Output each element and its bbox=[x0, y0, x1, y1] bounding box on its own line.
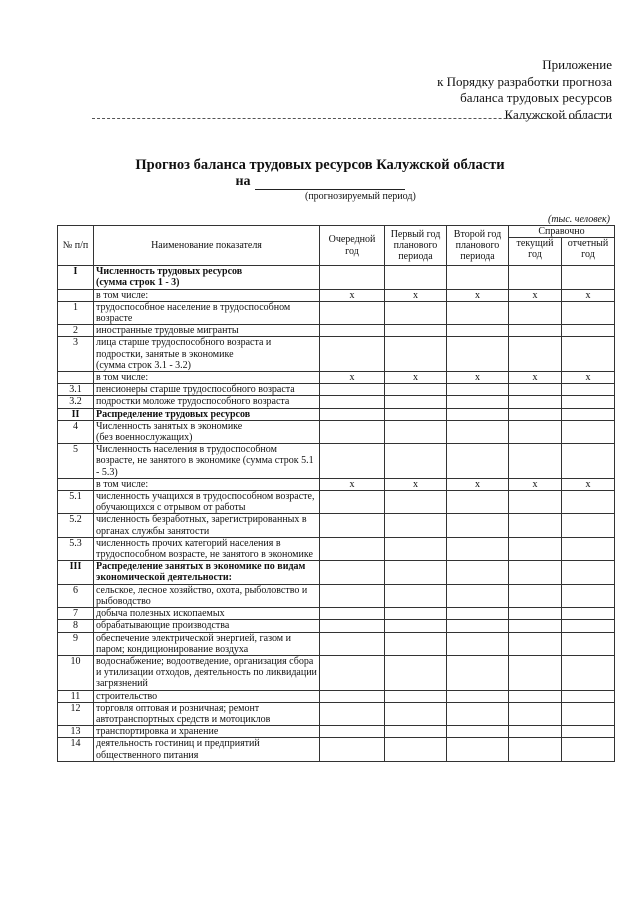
row-value-cell bbox=[509, 384, 562, 396]
row-value-cell bbox=[562, 690, 615, 702]
table-row bbox=[58, 738, 615, 761]
row-value-cell bbox=[320, 325, 385, 337]
row-number: 4 bbox=[58, 420, 94, 443]
row-value-cell bbox=[320, 420, 385, 443]
header-second-plan-year: Второй год планового периода bbox=[447, 226, 509, 266]
row-number: 9 bbox=[58, 632, 94, 655]
row-value-cell bbox=[509, 690, 562, 702]
row-number bbox=[58, 478, 94, 490]
table-row bbox=[58, 632, 615, 655]
row-indicator-name: Численность трудовых ресурсов (сумма строк 1 - 3) bbox=[94, 266, 320, 289]
row-value-cell bbox=[562, 266, 615, 289]
row-number: 14 bbox=[58, 738, 94, 761]
table-row bbox=[58, 726, 615, 738]
row-value-cell bbox=[562, 408, 615, 420]
table-row bbox=[58, 620, 615, 632]
header-report-year: отчетный год bbox=[562, 238, 615, 266]
row-value-cell bbox=[385, 266, 447, 289]
table-row bbox=[58, 420, 615, 443]
row-value-cell bbox=[447, 420, 509, 443]
row-value-cell: х bbox=[447, 478, 509, 490]
row-number: 5 bbox=[58, 444, 94, 479]
row-value-cell bbox=[385, 444, 447, 479]
row-value-cell bbox=[385, 738, 447, 761]
row-value-cell bbox=[385, 396, 447, 408]
row-value-cell bbox=[320, 396, 385, 408]
row-value-cell bbox=[509, 561, 562, 584]
row-value-cell: х bbox=[562, 478, 615, 490]
row-value-cell bbox=[447, 690, 509, 702]
row-value-cell bbox=[447, 702, 509, 725]
table-row bbox=[58, 372, 615, 384]
row-value-cell bbox=[447, 337, 509, 372]
header-current-year: текущий год bbox=[509, 238, 562, 266]
row-value-cell: х bbox=[509, 372, 562, 384]
row-value-cell bbox=[320, 702, 385, 725]
row-value-cell bbox=[562, 608, 615, 620]
row-indicator-name: в том числе: bbox=[94, 478, 320, 490]
appendix-divider bbox=[92, 118, 612, 119]
row-indicator-name: строительство bbox=[94, 690, 320, 702]
row-value-cell bbox=[385, 420, 447, 443]
row-number: I bbox=[58, 266, 94, 289]
table-row bbox=[58, 584, 615, 607]
row-value-cell bbox=[447, 384, 509, 396]
appendix-line-4: Калужской области bbox=[504, 106, 612, 122]
table-row bbox=[58, 337, 615, 372]
row-value-cell bbox=[562, 396, 615, 408]
table-row bbox=[58, 289, 615, 301]
row-value-cell bbox=[509, 396, 562, 408]
row-number: III bbox=[58, 561, 94, 584]
row-number: 8 bbox=[58, 620, 94, 632]
row-value-cell bbox=[385, 337, 447, 372]
period-line bbox=[0, 174, 640, 190]
row-value-cell bbox=[562, 738, 615, 761]
row-value-cell bbox=[447, 325, 509, 337]
row-value-cell: х bbox=[447, 289, 509, 301]
row-number: 7 bbox=[58, 608, 94, 620]
row-indicator-name: лица старше трудоспособного возраста и подростки, занятые в экономике (сумма строк 3.1 - 3.2) bbox=[94, 337, 320, 372]
table-body bbox=[58, 266, 615, 762]
row-value-cell bbox=[320, 655, 385, 690]
row-indicator-name: Численность занятых в экономике (без военнослужащих) bbox=[94, 420, 320, 443]
row-value-cell bbox=[447, 655, 509, 690]
table-row bbox=[58, 478, 615, 490]
row-value-cell bbox=[562, 620, 615, 632]
header-name: Наименование показателя bbox=[94, 226, 320, 266]
row-value-cell bbox=[509, 491, 562, 514]
row-value-cell bbox=[447, 632, 509, 655]
row-value-cell bbox=[320, 608, 385, 620]
table-row bbox=[58, 396, 615, 408]
row-number: II bbox=[58, 408, 94, 420]
row-number: 1 bbox=[58, 301, 94, 324]
row-value-cell bbox=[562, 632, 615, 655]
row-value-cell bbox=[509, 325, 562, 337]
row-value-cell bbox=[385, 702, 447, 725]
row-value-cell bbox=[385, 408, 447, 420]
row-value-cell bbox=[509, 266, 562, 289]
row-value-cell bbox=[447, 408, 509, 420]
row-number bbox=[58, 372, 94, 384]
row-value-cell bbox=[509, 584, 562, 607]
table-row bbox=[58, 537, 615, 560]
table-row bbox=[58, 444, 615, 479]
row-value-cell bbox=[447, 620, 509, 632]
balance-table bbox=[57, 225, 615, 762]
row-value-cell bbox=[320, 384, 385, 396]
row-number: 2 bbox=[58, 325, 94, 337]
table-row bbox=[58, 690, 615, 702]
row-value-cell: х bbox=[385, 289, 447, 301]
row-value-cell bbox=[509, 726, 562, 738]
row-value-cell bbox=[320, 444, 385, 479]
row-value-cell bbox=[509, 444, 562, 479]
row-value-cell bbox=[562, 337, 615, 372]
row-indicator-name: подростки моложе трудоспособного возраста bbox=[94, 396, 320, 408]
row-value-cell bbox=[509, 620, 562, 632]
row-indicator-name: Распределение занятых в экономике по видам экономической деятельности: bbox=[94, 561, 320, 584]
row-value-cell bbox=[385, 632, 447, 655]
row-value-cell: х bbox=[320, 372, 385, 384]
row-value-cell bbox=[385, 301, 447, 324]
row-number: 12 bbox=[58, 702, 94, 725]
row-value-cell bbox=[385, 491, 447, 514]
row-value-cell bbox=[320, 690, 385, 702]
row-value-cell bbox=[385, 690, 447, 702]
row-value-cell bbox=[320, 620, 385, 632]
row-number: 5.3 bbox=[58, 537, 94, 560]
row-value-cell bbox=[562, 384, 615, 396]
row-number bbox=[58, 289, 94, 301]
row-value-cell bbox=[562, 702, 615, 725]
row-indicator-name: иностранные трудовые мигранты bbox=[94, 325, 320, 337]
row-indicator-name: в том числе: bbox=[94, 289, 320, 301]
table-row bbox=[58, 491, 615, 514]
row-value-cell bbox=[385, 384, 447, 396]
row-value-cell bbox=[320, 301, 385, 324]
row-value-cell bbox=[385, 655, 447, 690]
row-value-cell bbox=[320, 514, 385, 537]
row-value-cell bbox=[509, 608, 562, 620]
row-value-cell bbox=[320, 408, 385, 420]
row-indicator-name: водоснабжение; водоотведение, организация сбора и утилизации отходов, деятельность по ликвидации загрязнений bbox=[94, 655, 320, 690]
row-indicator-name: деятельность гостиниц и предприятий общественного питания bbox=[94, 738, 320, 761]
row-value-cell: х bbox=[447, 372, 509, 384]
row-value-cell bbox=[320, 632, 385, 655]
row-value-cell bbox=[447, 726, 509, 738]
row-indicator-name: транспортировка и хранение bbox=[94, 726, 320, 738]
row-value-cell bbox=[447, 514, 509, 537]
table-row bbox=[58, 301, 615, 324]
row-indicator-name: численность безработных, зарегистрированных в органах службы занятости bbox=[94, 514, 320, 537]
header-reference: Справочно bbox=[509, 226, 615, 238]
row-value-cell bbox=[447, 584, 509, 607]
row-indicator-name: сельское, лесное хозяйство, охота, рыболовство и рыбоводство bbox=[94, 584, 320, 607]
row-value-cell: х bbox=[320, 478, 385, 490]
row-value-cell bbox=[385, 608, 447, 620]
row-value-cell bbox=[447, 608, 509, 620]
row-value-cell bbox=[562, 726, 615, 738]
row-number: 13 bbox=[58, 726, 94, 738]
period-note: (прогнозируемый период) bbox=[305, 191, 416, 202]
row-value-cell: х bbox=[385, 372, 447, 384]
appendix-block bbox=[437, 57, 612, 123]
row-value-cell bbox=[509, 514, 562, 537]
row-value-cell bbox=[509, 420, 562, 443]
row-value-cell bbox=[562, 655, 615, 690]
row-value-cell bbox=[509, 655, 562, 690]
row-value-cell bbox=[447, 561, 509, 584]
row-indicator-name: численность прочих категорий населения в трудоспособном возрасте, не занятого в экономике bbox=[94, 537, 320, 560]
period-blank bbox=[255, 175, 405, 190]
table-row bbox=[58, 702, 615, 725]
row-value-cell: х bbox=[562, 289, 615, 301]
row-indicator-name: добыча полезных ископаемых bbox=[94, 608, 320, 620]
row-value-cell bbox=[385, 537, 447, 560]
appendix-line-3: баланса трудовых ресурсов bbox=[460, 90, 612, 105]
row-value-cell bbox=[320, 491, 385, 514]
row-value-cell bbox=[320, 561, 385, 584]
row-value-cell bbox=[562, 325, 615, 337]
row-value-cell bbox=[509, 408, 562, 420]
row-value-cell bbox=[509, 537, 562, 560]
row-value-cell bbox=[562, 537, 615, 560]
row-value-cell bbox=[385, 620, 447, 632]
row-value-cell bbox=[509, 702, 562, 725]
row-value-cell bbox=[509, 337, 562, 372]
row-value-cell bbox=[320, 726, 385, 738]
table-row bbox=[58, 266, 615, 289]
row-number: 5.1 bbox=[58, 491, 94, 514]
row-value-cell bbox=[320, 337, 385, 372]
document-title: Прогноз баланса трудовых ресурсов Калужской области bbox=[135, 157, 505, 173]
row-indicator-name: обрабатывающие производства bbox=[94, 620, 320, 632]
row-value-cell bbox=[320, 584, 385, 607]
row-value-cell bbox=[509, 301, 562, 324]
row-indicator-name: обеспечение электрической энергией, газом и паром; кондиционирование воздуха bbox=[94, 632, 320, 655]
row-indicator-name: численность учащихся в трудоспособном возрасте, обучающихся с отрывом от работы bbox=[94, 491, 320, 514]
row-value-cell bbox=[447, 537, 509, 560]
header-num: № п/п bbox=[58, 226, 94, 266]
units-label: (тыс. человек) bbox=[548, 214, 610, 225]
row-value-cell: х bbox=[509, 289, 562, 301]
row-value-cell bbox=[385, 514, 447, 537]
row-value-cell bbox=[447, 396, 509, 408]
row-value-cell bbox=[562, 561, 615, 584]
row-value-cell bbox=[562, 584, 615, 607]
header-next-year: Очередной год bbox=[320, 226, 385, 266]
row-number: 6 bbox=[58, 584, 94, 607]
row-indicator-name: в том числе: bbox=[94, 372, 320, 384]
row-number: 3.1 bbox=[58, 384, 94, 396]
header-first-plan-year: Первый год планового периода bbox=[385, 226, 447, 266]
row-value-cell bbox=[447, 738, 509, 761]
row-indicator-name: Распределение трудовых ресурсов bbox=[94, 408, 320, 420]
row-value-cell bbox=[447, 491, 509, 514]
row-value-cell bbox=[447, 444, 509, 479]
row-value-cell bbox=[385, 325, 447, 337]
row-value-cell bbox=[385, 726, 447, 738]
table-row bbox=[58, 608, 615, 620]
row-value-cell: х bbox=[385, 478, 447, 490]
row-number: 3 bbox=[58, 337, 94, 372]
row-number: 3.2 bbox=[58, 396, 94, 408]
row-value-cell: х bbox=[562, 372, 615, 384]
row-number: 10 bbox=[58, 655, 94, 690]
row-value-cell bbox=[447, 266, 509, 289]
row-value-cell bbox=[385, 561, 447, 584]
row-indicator-name: трудоспособное население в трудоспособном возрасте bbox=[94, 301, 320, 324]
row-value-cell bbox=[447, 301, 509, 324]
row-value-cell bbox=[320, 537, 385, 560]
row-number: 11 bbox=[58, 690, 94, 702]
appendix-line-1: Приложение bbox=[542, 57, 612, 72]
row-indicator-name: пенсионеры старше трудоспособного возраста bbox=[94, 384, 320, 396]
row-value-cell bbox=[562, 301, 615, 324]
appendix-line-2: к Порядку разработки прогноза bbox=[437, 73, 612, 89]
row-indicator-name: Численность населения в трудоспособном возрасте, не занятого в экономике (сумма строк 5.1 - 5.3) bbox=[94, 444, 320, 479]
table-row bbox=[58, 408, 615, 420]
table-row bbox=[58, 561, 615, 584]
row-number: 5.2 bbox=[58, 514, 94, 537]
row-value-cell: х bbox=[509, 478, 562, 490]
row-value-cell bbox=[562, 444, 615, 479]
table-row bbox=[58, 514, 615, 537]
table-row bbox=[58, 655, 615, 690]
row-indicator-name: торговля оптовая и розничная; ремонт автотранспортных средств и мотоциклов bbox=[94, 702, 320, 725]
table-row bbox=[58, 325, 615, 337]
row-value-cell: х bbox=[320, 289, 385, 301]
row-value-cell bbox=[320, 266, 385, 289]
row-value-cell bbox=[562, 514, 615, 537]
period-prefix: на bbox=[235, 174, 251, 189]
row-value-cell bbox=[385, 584, 447, 607]
row-value-cell bbox=[509, 632, 562, 655]
row-value-cell bbox=[509, 738, 562, 761]
row-value-cell bbox=[320, 738, 385, 761]
row-value-cell bbox=[562, 491, 615, 514]
table-row bbox=[58, 384, 615, 396]
row-value-cell bbox=[562, 420, 615, 443]
